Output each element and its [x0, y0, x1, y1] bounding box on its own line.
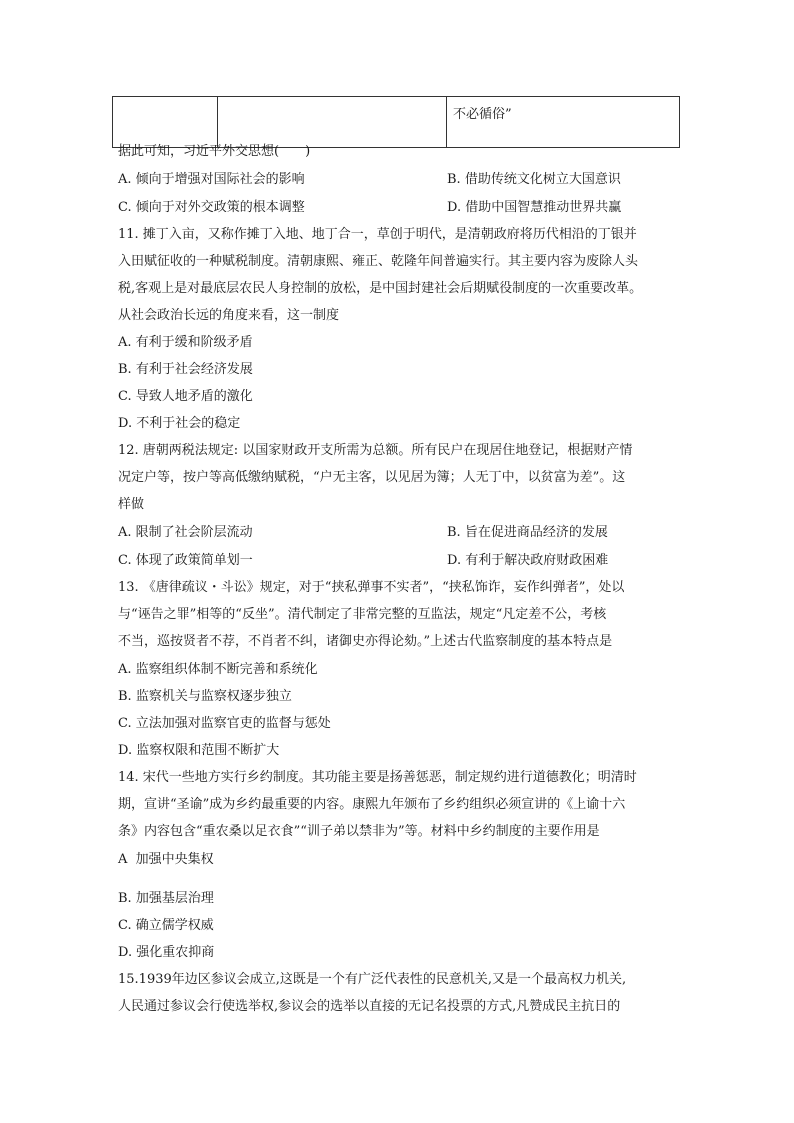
question-stem-line: 条》内容包含“重农桑以足衣食”“训子弟以禁非为”等。材料中乡约制度的主要作用是 [118, 824, 600, 839]
option-text: 不利于社会的稳定 [136, 416, 241, 431]
option-text: 限制了社会阶层流动 [135, 525, 253, 540]
question-stem-line: 期，宣讲“圣谕”成为乡约最重要的内容。康熙九年颁布了乡约组织必须宣讲的《上谕十六 [118, 797, 626, 812]
option-label: B. [447, 172, 461, 187]
option-b[interactable] [447, 523, 608, 543]
option-text: 监察组织体制不断完善和系统化 [135, 662, 318, 677]
option-c[interactable] [118, 387, 253, 407]
option-text: 借助传统文化树立大国意识 [464, 172, 621, 187]
question-stem-line: 从社会政治长远的角度来看，这一制度 [118, 308, 340, 323]
option-d[interactable] [118, 741, 279, 761]
option-label: B. [118, 362, 132, 377]
option-label: C. [118, 389, 132, 404]
option-label: C. [118, 553, 132, 568]
option-label: D. [118, 945, 133, 960]
option-b[interactable] [118, 360, 253, 380]
option-text: 体现了政策简单划一 [135, 553, 253, 568]
option-text: 立法加强对监察官吏的监督与惩处 [135, 716, 331, 731]
option-label: A [118, 852, 128, 867]
option-label: B. [118, 891, 132, 906]
option-label: D. [118, 416, 133, 431]
option-label: D. [118, 743, 133, 758]
option-text: 有利于社会经济发展 [135, 362, 253, 377]
option-text: 借助中国智慧推动世界共赢 [465, 200, 622, 215]
question-stem-line: 13. 《唐律疏议・斗讼》规定，对于“挟私弹事不实者”，“挟私饰诈，妄作纠弹者”，处以 [118, 580, 625, 595]
option-text: 加强基层治理 [135, 891, 214, 906]
option-text: 导致人地矛盾的激化 [135, 389, 253, 404]
option-label: A. [118, 335, 132, 350]
question-stem-line: 人民通过参议会行使选举权,参议会的选举以直接的无记名投票的方式,凡赞成民主抗日的 [118, 999, 621, 1014]
option-label: C. [118, 918, 132, 933]
option-d[interactable] [118, 414, 240, 434]
question-stem-line: 况定户等，按户等高低缴纳赋税，“户无主客，以见居为簿；人无丁中，以贫富为差”。这 [118, 470, 626, 485]
option-d[interactable] [118, 943, 214, 963]
option-label: A. [118, 662, 132, 677]
option-b[interactable] [447, 170, 621, 190]
option-a[interactable] [118, 333, 253, 353]
table-cell [218, 97, 447, 148]
table-fragment [112, 96, 680, 148]
option-d[interactable] [447, 198, 621, 218]
question-stem-line: 样做 [118, 497, 145, 512]
option-c[interactable] [118, 551, 253, 571]
question-stem-line: 与“诬告之罪”相等的“反坐”。清代制定了非常完整的互监法，规定“凡定差不公，考核 [118, 607, 607, 622]
option-c[interactable] [118, 916, 214, 936]
table-cell [113, 97, 218, 148]
option-b[interactable] [118, 687, 292, 707]
question-stem-line: 入田赋征收的一种赋税制度。清朝康熙、雍正、乾隆年间普遍实行。其主要内容为废除人头 [118, 254, 639, 269]
option-label: A. [118, 525, 132, 540]
option-text: 监察权限和范围不断扩大 [136, 743, 280, 758]
table-cell: 不必循俗” [447, 97, 680, 148]
option-a[interactable] [118, 850, 214, 870]
option-a[interactable] [118, 170, 305, 190]
option-a[interactable] [118, 523, 253, 543]
question-stem-line: 11. 摊丁入亩，又称作摊丁入地、地丁合一，草创于明代，是清朝政府将历代相沿的丁银并 [118, 227, 637, 242]
option-label: C. [118, 716, 132, 731]
option-label: C. [118, 200, 132, 215]
option-a[interactable] [118, 660, 318, 680]
option-label: D. [447, 553, 462, 568]
question-stem-line: 15.1939年边区参议会成立,这既是一个有广泛代表性的民意机关,又是一个最高权力机关, [118, 972, 627, 987]
question-stem: 据此可知，习近平外交思想( ) [118, 144, 311, 159]
option-label: A. [118, 172, 132, 187]
option-text: 有利于缓和阶级矛盾 [135, 335, 253, 350]
option-label: D. [447, 200, 462, 215]
question-stem-line: 税,客观上是对最底层农民人身控制的放松，是中国封建社会后期赋役制度的一次重要改革。 [118, 281, 643, 296]
option-d[interactable] [447, 551, 608, 571]
question-stem-line: 不当，巡按贤者不荐，不肖者不纠，诸御史亦得论劾。”上述古代监察制度的基本特点是 [118, 634, 613, 649]
option-text: 确立儒学权威 [135, 918, 214, 933]
option-text: 倾向于增强对国际社会的影响 [135, 172, 305, 187]
option-c[interactable] [118, 198, 305, 218]
option-c[interactable] [118, 714, 331, 734]
option-label: B. [447, 525, 461, 540]
option-text: 旨在促进商品经济的发展 [464, 525, 608, 540]
option-b[interactable] [118, 889, 214, 909]
option-text: 有利于解决政府财政困难 [465, 553, 609, 568]
option-text: 加强中央集权 [135, 852, 214, 867]
question-stem-line: 14. 宋代一些地方实行乡约制度。其功能主要是扬善惩恶，制定规约进行道德教化；明清时 [118, 770, 637, 785]
option-text: 倾向于对外交政策的根本调整 [135, 200, 305, 215]
option-label: B. [118, 689, 132, 704]
option-text: 强化重农抑商 [136, 945, 215, 960]
question-stem-line: 12. 唐朝两税法规定: 以国家财政开支所需为总额。所有民户在现居住地登记，根据财产情 [118, 443, 633, 458]
option-text: 监察机关与监察权逐步独立 [135, 689, 292, 704]
